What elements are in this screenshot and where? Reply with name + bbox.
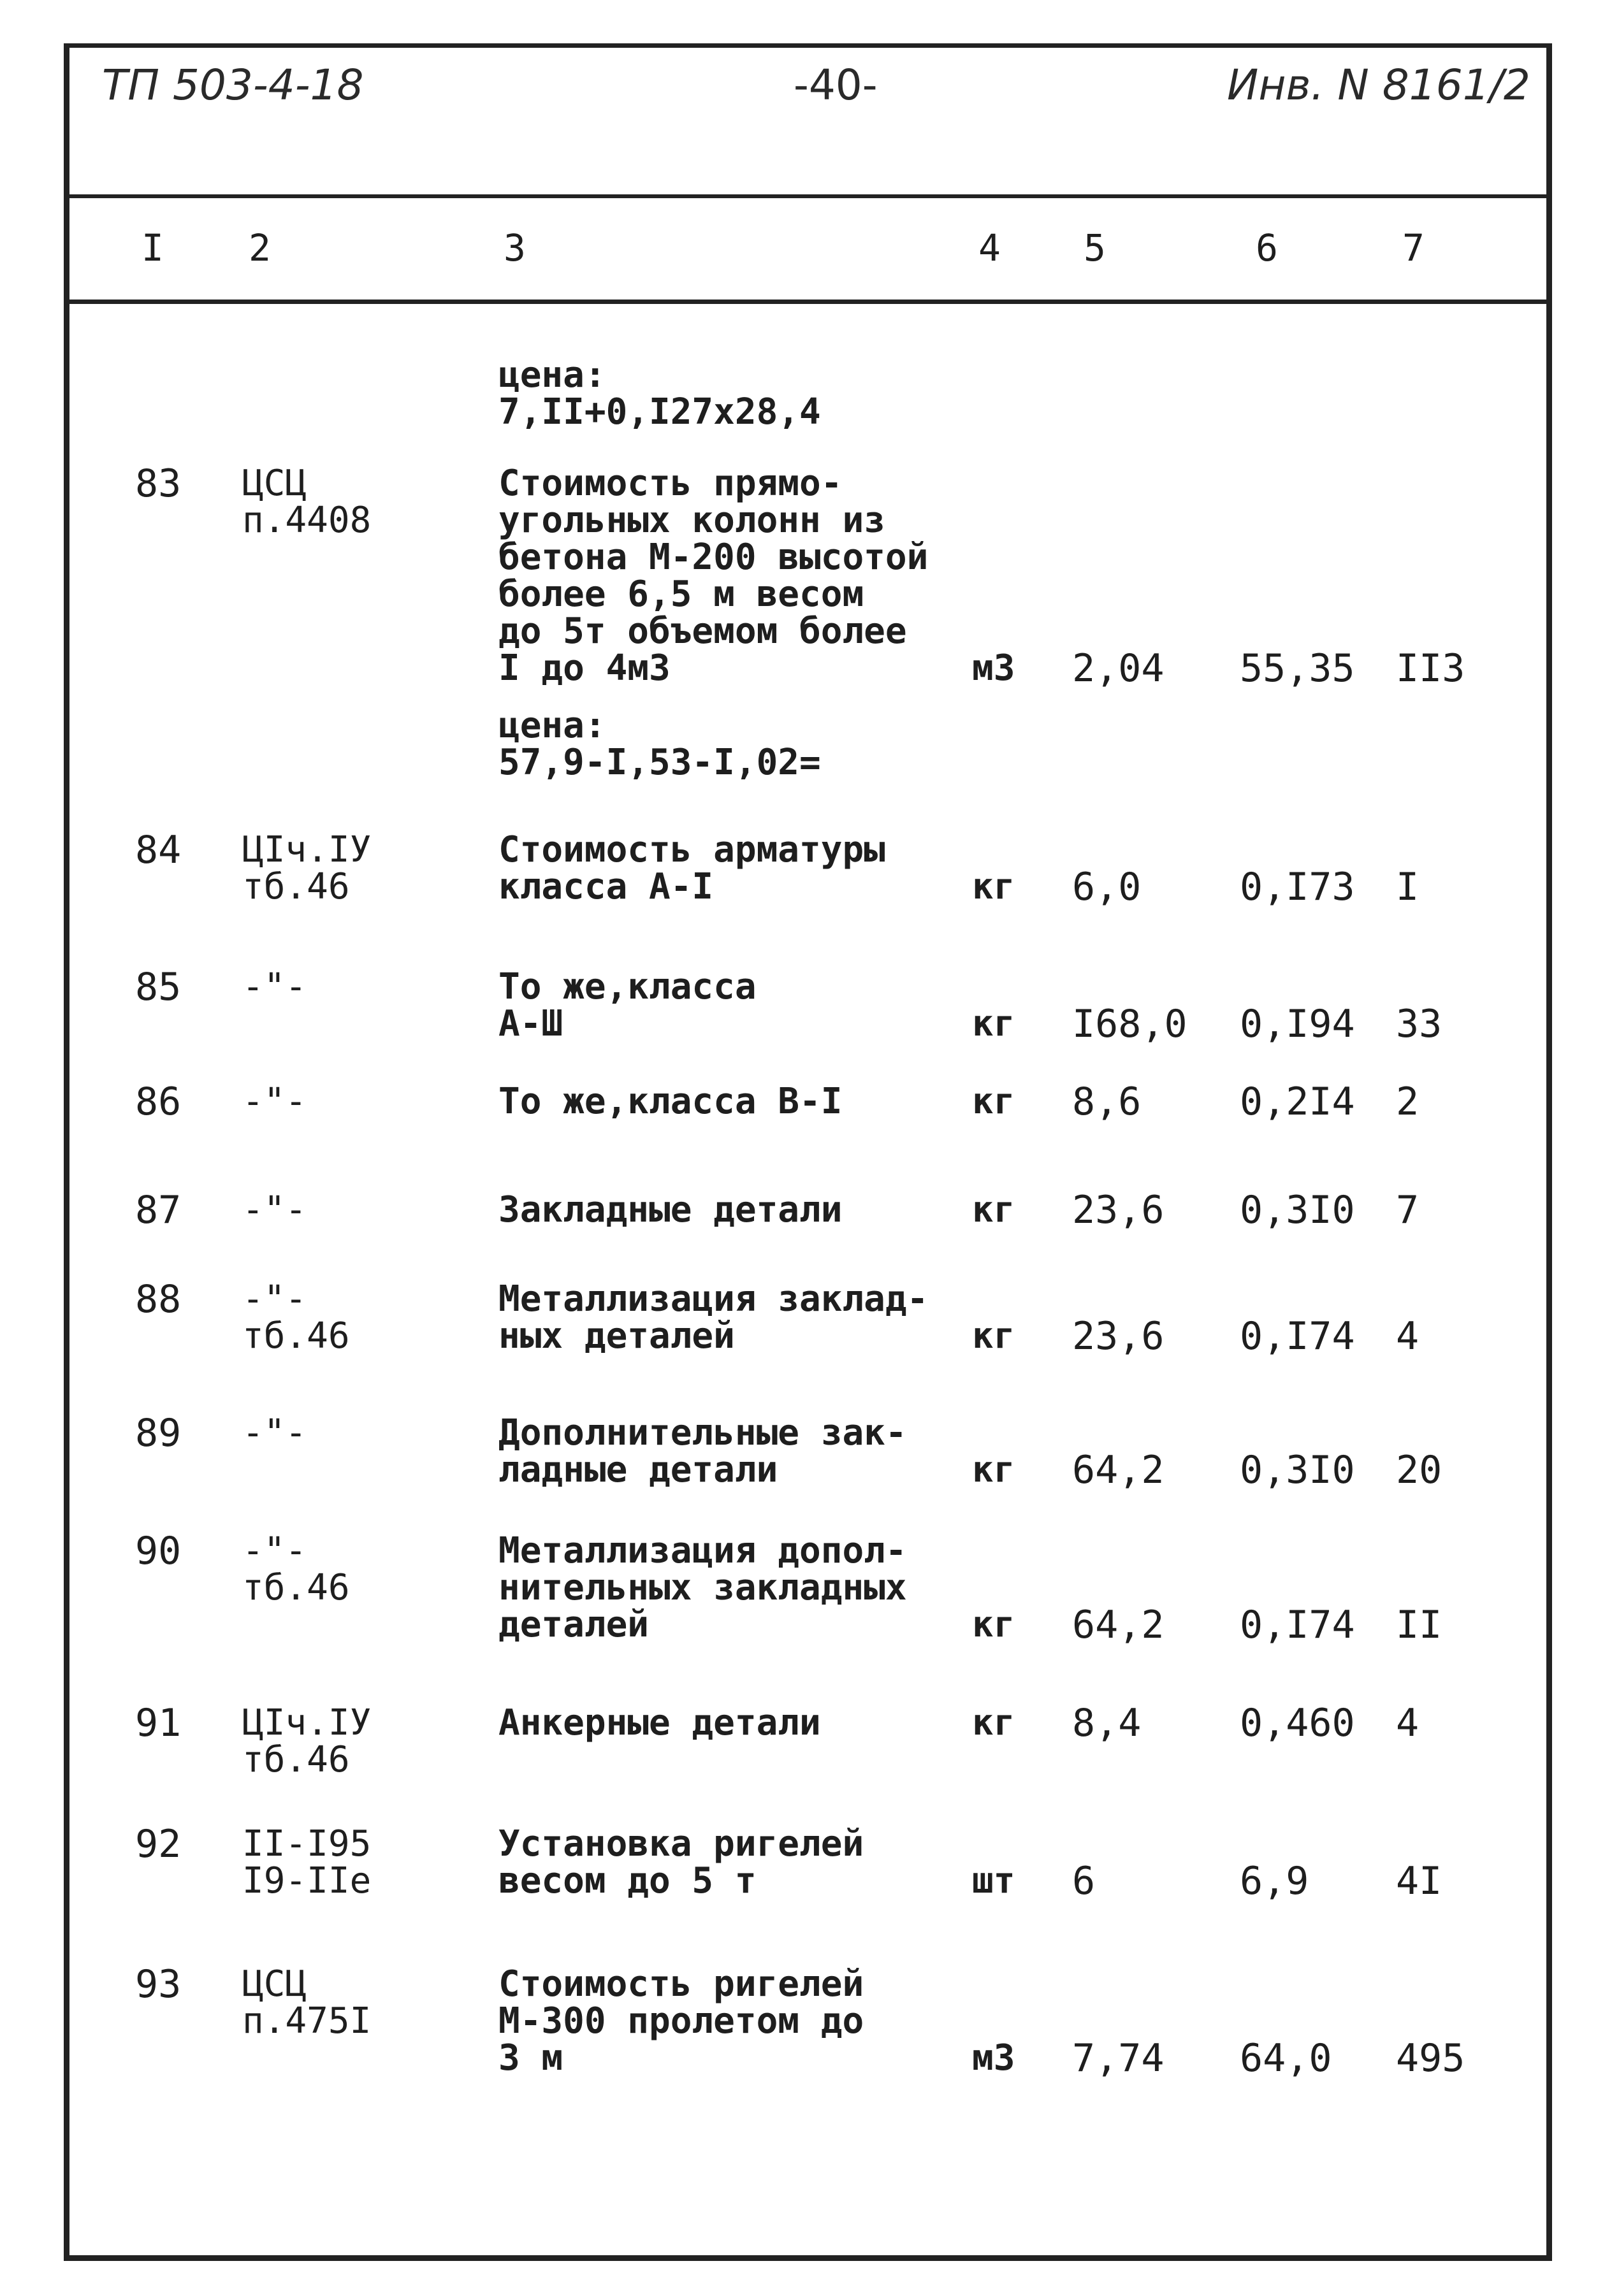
- row-position-number: 90: [135, 1529, 182, 1573]
- row-quantity: 2,04: [1072, 646, 1165, 691]
- row-unit-price: 0,3I0: [1240, 1448, 1355, 1492]
- row-description: Стоимость ригелей М-300 пролетом до 3 м: [498, 1963, 864, 2079]
- row-position-number: 93: [135, 1962, 182, 2007]
- row-position-number: 83: [135, 461, 182, 506]
- column-header-4: 4: [978, 226, 1001, 270]
- column-header-6: 6: [1256, 226, 1278, 270]
- row-quantity: 8,4: [1072, 1701, 1142, 1745]
- row-quantity: 6,0: [1072, 865, 1142, 909]
- row-unit-price: 64,0: [1240, 2036, 1332, 2081]
- row-reference: -"-: [242, 1189, 307, 1231]
- row-position-number: 84: [135, 828, 182, 872]
- column-header-7: 7: [1402, 226, 1425, 270]
- row-unit: м3: [972, 2037, 1015, 2079]
- row-quantity: 64,2: [1072, 1448, 1165, 1492]
- row-reference: -"-: [242, 1081, 307, 1122]
- row-description: Анкерные детали: [498, 1702, 821, 1744]
- page-number: -40-: [794, 61, 878, 110]
- row-total: 495: [1396, 2036, 1465, 2081]
- row-quantity: 8,6: [1072, 1079, 1142, 1124]
- row-reference: -"- тб.46: [242, 1278, 350, 1357]
- header-divider: [64, 194, 1552, 198]
- row-total: 7: [1396, 1188, 1419, 1232]
- row-unit-price: 0,I73: [1240, 865, 1355, 909]
- row-quantity: 64,2: [1072, 1603, 1165, 1647]
- row-total: 2: [1396, 1079, 1419, 1124]
- row-quantity: 23,6: [1072, 1188, 1165, 1232]
- column-header-1: I: [142, 226, 164, 270]
- row-position-number: 89: [135, 1411, 182, 1455]
- row-description: То же,класса А-Ш: [498, 966, 757, 1044]
- row-position-number: 92: [135, 1822, 182, 1866]
- row-unit-price: 0,I74: [1240, 1314, 1355, 1359]
- row-reference: ЦСЦ п.475I: [242, 1963, 372, 2042]
- row-total: II: [1396, 1603, 1442, 1647]
- row-total: 4I: [1396, 1859, 1442, 1903]
- row-total: I: [1396, 865, 1419, 909]
- row-total: 4: [1396, 1701, 1419, 1745]
- row-unit: шт: [972, 1860, 1015, 1902]
- row-unit: кг: [972, 1003, 1015, 1044]
- row-reference: -"-: [242, 966, 307, 1007]
- row-position-number: 91: [135, 1701, 182, 1745]
- row-unit-price: 0,I94: [1240, 1002, 1355, 1046]
- row-unit: кг: [972, 1702, 1015, 1744]
- row-total: 20: [1396, 1448, 1442, 1492]
- row-unit: кг: [972, 1189, 1015, 1231]
- row-position-number: 88: [135, 1277, 182, 1322]
- row-unit-price: 55,35: [1240, 646, 1355, 691]
- row-total: 33: [1396, 1002, 1442, 1046]
- row-unit-price: 0,460: [1240, 1701, 1355, 1745]
- row-reference: -"- тб.46: [242, 1530, 350, 1608]
- row-position-number: 86: [135, 1079, 182, 1124]
- row-position-number: 87: [135, 1188, 182, 1232]
- row-reference: ЦIч.IУ тб.46: [242, 829, 372, 907]
- row-unit: м3: [972, 647, 1015, 689]
- row-reference: II-I95 I9-IIе: [242, 1823, 372, 1902]
- row-description: Стоимость арматуры класса А-I: [498, 829, 885, 907]
- row-description: То же,класса В-I: [498, 1081, 843, 1122]
- row-unit: кг: [972, 1449, 1015, 1491]
- row-unit-price: 6,9: [1240, 1859, 1309, 1903]
- row-description: Закладные детали: [498, 1189, 843, 1231]
- row-total: 4: [1396, 1314, 1419, 1359]
- row-position-number: 85: [135, 965, 182, 1009]
- row-unit-price: 0,3I0: [1240, 1188, 1355, 1232]
- row-unit: кг: [972, 866, 1015, 907]
- row-description: Металлизация допол- нительных закладных деталей: [498, 1530, 907, 1645]
- project-code: ТП 503-4-18: [102, 61, 364, 110]
- column-header-divider: [64, 300, 1552, 304]
- column-header-5: 5: [1084, 226, 1106, 270]
- row-reference: ЦСЦ п.4408: [242, 463, 372, 541]
- inventory-number: Инв. N 8161/2: [1227, 61, 1530, 110]
- row-unit: кг: [972, 1604, 1015, 1645]
- row-description: Установка ригелей весом до 5 т: [498, 1823, 864, 1902]
- row-description: цена: 7,II+0,I27x28,4: [498, 354, 821, 433]
- column-header-3: 3: [504, 226, 526, 270]
- row-unit-price: 0,2I4: [1240, 1079, 1355, 1124]
- row-quantity: 6: [1072, 1859, 1096, 1903]
- row-unit: кг: [972, 1315, 1015, 1357]
- row-unit-price: 0,I74: [1240, 1603, 1355, 1647]
- row-description: цена: 57,9-I,53-I,02=: [498, 705, 821, 783]
- row-quantity: I68,0: [1072, 1002, 1187, 1046]
- row-reference: ЦIч.IУ тб.46: [242, 1702, 372, 1780]
- column-header-2: 2: [249, 226, 271, 270]
- row-description: Стоимость прямо- угольных колонн из бетона М-200 высотой более 6,5 м весом до 5т объемом более I до 4м3: [498, 463, 929, 689]
- row-reference: -"-: [242, 1412, 307, 1454]
- row-total: II3: [1396, 646, 1465, 691]
- row-description: Дополнительные зак- ладные детали: [498, 1412, 907, 1491]
- row-unit: кг: [972, 1081, 1015, 1122]
- row-description: Металлизация заклад- ных деталей: [498, 1278, 929, 1357]
- row-quantity: 23,6: [1072, 1314, 1165, 1359]
- row-quantity: 7,74: [1072, 2036, 1165, 2081]
